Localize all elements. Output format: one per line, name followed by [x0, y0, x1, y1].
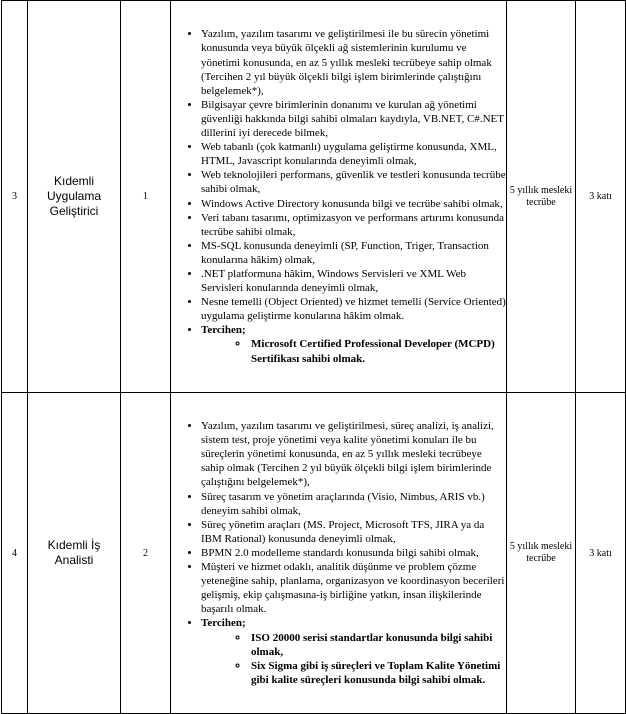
preferred-section	[201, 323, 506, 365]
list-item: • Web tabanlı (çok katmanlı) uygulama geliştirme konusunda, XML, HTML, Javascript konularında deneyimli olmak,	[201, 140, 506, 168]
list-item: ◦ Six Sigma gibi iş süreçleri ve Toplam Kalite Yönetimi gibi kalite süreçleri konusunda bilgi sahibi olmak.	[249, 659, 506, 687]
position-title: Kıdemli İş Analisti	[28, 393, 121, 714]
list-item: • Süreç yönetim araçları (MS. Project, Microsoft TFS, JIRA ya da IBM Rational) konusunda deneyimli olmak,	[201, 518, 506, 546]
list-item: • MS-SQL konusunda deneyimli (SP, Function, Triger, Transaction konularına hâkim) olmak,	[201, 239, 506, 267]
requirements-list	[171, 419, 506, 687]
list-item: • BPMN 2.0 modelleme standardı konusunda bilgi sahibi olmak,	[201, 546, 506, 560]
preferred-list	[201, 631, 506, 687]
preferred-list	[201, 337, 506, 365]
position-count: 1	[121, 1, 171, 393]
list-item: • Web teknolojileri performans, güvenlik ve testleri konusunda tecrübe sahibi olmak,	[201, 168, 506, 196]
list-item: • Bilgisayar çevre birimlerinin donanımı ve kurulan ağ yönetimi güvenliği hakkında bilgi sahibi olmaları kaydıyla, VB.NET, C#.NET dillerini iyi derecede bilmek,	[201, 98, 506, 140]
salary-multiplier: 3 katı	[576, 1, 626, 393]
position-requirements-table	[1, 0, 626, 714]
list-item: • Süreç tasarım ve yönetim araçlarında (Visio, Nimbus, ARIS vb.) deneyim sahibi olmak,	[201, 490, 506, 518]
list-item: • Yazılım, yazılım tasarımı ve geliştirilmesi ile bu sürecin yönetimi konusunda veya büyük ölçekli ağ sistemlerinin kurulumu ve yönetimi konusunda, en az 5 yıllık mesleki tecrübeye sahip olmak (Tercihen 2 yıl büyük ölçekli bilgi işlem birimlerinde çalıştığını belgelemek*),	[201, 27, 506, 97]
list-item: • .NET platformuna hâkim, Windows Servisleri ve XML Web Servisleri konularında deneyimli olmak,	[201, 267, 506, 295]
list-item: ◦ Microsoft Certified Professional Developer (MCPD) Sertifikası sahibi olmak.	[249, 337, 506, 365]
preferred-label: Tercihen;	[201, 617, 246, 630]
list-item: • Yazılım, yazılım tasarımı ve geliştirilmesi, süreç analizi, iş analizi, sistem test, proje yönetimi veya kalite yönetimi konuları ile bu süreçlerin yönetimi konusunda, en az 5 yıllık mesleki tecrübeye sahip olmak (Tercihen 2 yıl büyük ölçekli bilgi işlem birimlerinde çalıştığını belgelemek*),	[201, 419, 506, 489]
row-number: 3	[2, 1, 28, 393]
position-count: 2	[121, 393, 171, 714]
list-item: • Müşteri ve hizmet odaklı, analitik düşünme ve problem çözme yeteneğine sahip, planlama, organizasyon ve koordinasyon becerileri gelişmiş, ekip çalışmasına-iş birliğine yatkın, insan ilişkilerinde başarılı olmak.	[201, 560, 506, 616]
requirements-list	[171, 27, 506, 365]
preferred-label: Tercihen;	[201, 324, 246, 337]
list-item: • Windows Active Directory konusunda bilgi ve tecrübe sahibi olmak,	[201, 197, 506, 211]
preferred-section	[201, 616, 506, 686]
salary-multiplier: 3 katı	[576, 393, 626, 714]
list-item: • Nesne temelli (Object Oriented) ve hizmet temelli (Service Oriented) uygulama geliştirme konularına hâkim olmak.	[201, 295, 506, 323]
list-item: ◦ ISO 20000 serisi standartlar konusunda bilgi sahibi olmak,	[249, 631, 506, 659]
requirements-cell	[171, 1, 507, 393]
list-item: • Veri tabanı tasarımı, optimizasyon ve performans artırımı konusunda tecrübe sahibi olmak,	[201, 211, 506, 239]
experience-requirement: 5 yıllık mesleki tecrübe	[507, 393, 576, 714]
requirements-cell	[171, 393, 507, 714]
row-number: 4	[2, 393, 28, 714]
table-row	[2, 393, 626, 714]
experience-requirement: 5 yıllık mesleki tecrübe	[507, 1, 576, 393]
position-title: Kıdemli Uygulama Geliştirici	[28, 1, 121, 393]
table-row	[2, 1, 626, 393]
